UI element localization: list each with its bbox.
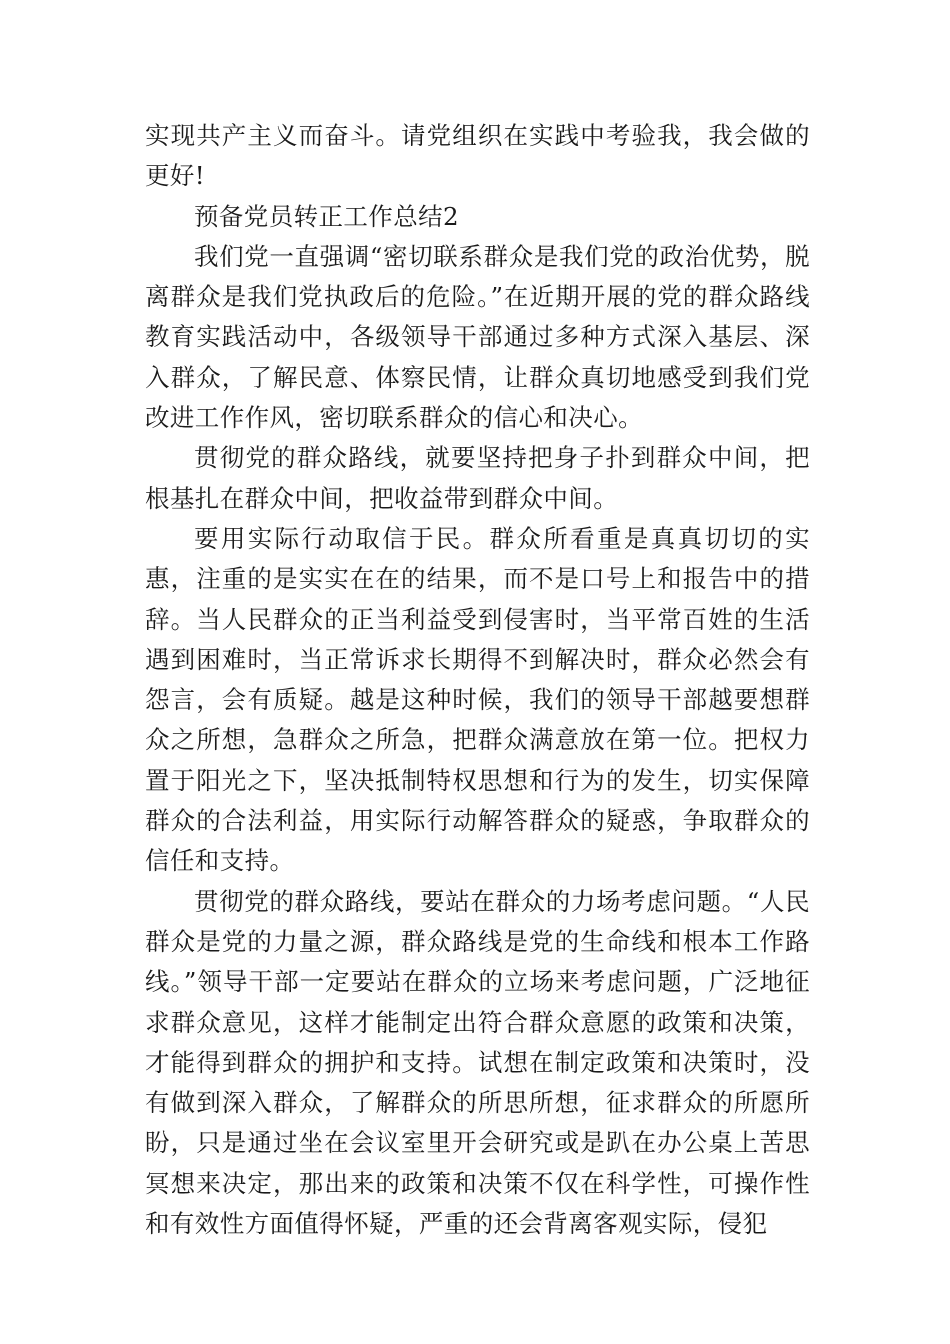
paragraph: 贯彻党的群众路线，要站在群众的力场考虑问题。“人民群众是党的力量之源，群众路线是党的生命线和根本工作路线。”领导干部一定要站在群众的立场来考虑问题，广泛地征求群众意见，这样才能制定出符合群众意愿的政策和决策，才能得到群众的拥护和支持。试想在制定政策和决策时，没有做到深入群众，了解群众的所思所想，征求群众的所愿所盼，只是通过坐在会议室里开会研究或是趴在办公桌上苦思冥想来决定，那出来的政策和决策不仅在科学性，可操作性和有效性方面值得怀疑，严重的还会背离客观实际，侵犯 (145, 886, 810, 1239)
paragraph: 贯彻党的群众路线，就要坚持把身子扑到群众中间，把根基扎在群众中间，把收益带到群众中间。 (145, 443, 810, 513)
section-title: 预备党员转正工作总结2 (194, 201, 459, 231)
document-body (145, 116, 810, 1244)
paragraph: 要用实际行动取信于民。群众所看重是真真切切的实惠，注重的是实实在在的结果，而不是口号上和报告中的措辞。当人民群众的正当利益受到侵害时，当平常百姓的生活遇到困难时，当正常诉求长期得不到解决时，群众必然会有怨言，会有质疑。越是这种时候，我们的领导干部越要想群众之所想，急群众之所急，把群众满意放在第一位。把权力置于阳光之下，坚决抵制特权思想和行为的发生，切实保障群众的合法利益，用实际行动解答群众的疑惑，争取群众的信任和支持。 (145, 523, 810, 876)
paragraph: 我们党一直强调“密切联系群众是我们党的政治优势，脱离群众是我们党执政后的危险。”在近期开展的党的群众路线教育实践活动中，各级领导干部通过多种方式深入基层、深入群众，了解民意、体察民情，让群众真切地感受到我们党改进工作作风，密切联系群众的信心和决心。 (145, 241, 810, 433)
paragraph-continuation: 实现共产主义而奋斗。请党组织在实践中考验我，我会做的更好! (145, 121, 810, 191)
